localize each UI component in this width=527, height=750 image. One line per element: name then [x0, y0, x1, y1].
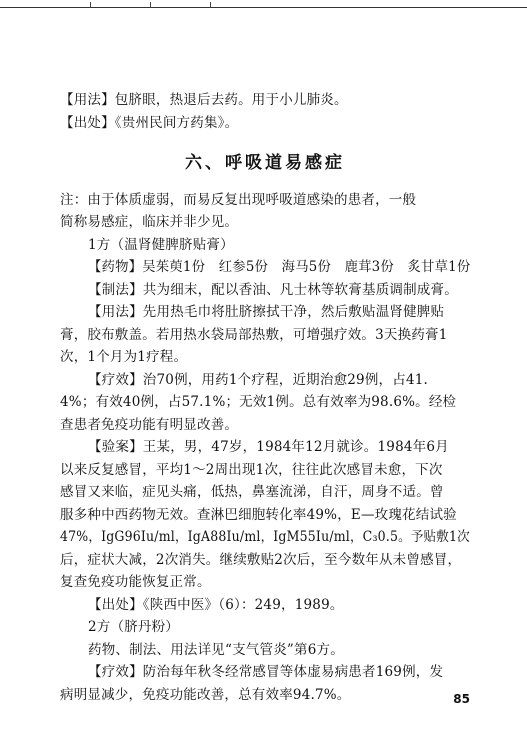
text-line: 【疗效】防治每年秋冬经常感冒等体虚易病患者169例，发	[88, 664, 444, 680]
text-line: 病明显减少，免疫功能改善，总有效率94.7%。	[60, 687, 351, 703]
text-line: 47%，IgG96Iu/ml，IgA88Iu/ml，IgM55Iu/ml，C₃0.5。予贴敷1次	[60, 529, 470, 545]
text-line: 感冒又来临，症见头痛，低热，鼻塞流涕，自汗，周身不适。曾	[60, 484, 444, 500]
text-line: 服多种中西药物无效。查淋巴细胞转化率49%，E—玫瑰花结试验	[60, 507, 457, 523]
text-line: 【制法】共为细末，配以香油、凡士林等软膏基质调制成膏。	[88, 282, 458, 298]
text-line: 复查免疫功能恢复正常。	[60, 574, 211, 590]
text-line: 简称易感症，临床并非少见。	[60, 214, 239, 230]
text-line: 【疗效】治70例，用药1个疗程，近期治愈29例，占41.	[88, 372, 429, 388]
text-line: 后，症状大减，2次消失。继续敷贴2次后，至今数年从未曾感冒，	[60, 552, 462, 568]
text-line: 次，1个月为1疗程。	[60, 349, 188, 365]
text-line: 【出处】《贵州民间方药集》。	[60, 115, 239, 131]
text-line: 1方（温肾健脾脐贴膏）	[88, 237, 234, 253]
text-line: 注：由于体质虚弱，而易反复出现呼吸道感染的患者，一般	[60, 192, 417, 208]
page-number: 85	[453, 692, 470, 706]
text-line: 药物、制法、用法详见“支气管炎”第6方。	[88, 642, 344, 658]
text-line: 以来反复感冒，平均1～2周出现1次，往往此次感冒未愈，下次	[60, 462, 443, 478]
text-line: 膏，胶布敷盖。若用热水袋局部热敷，可增强疗效。3天换药膏1	[60, 327, 448, 343]
text-line: 【验案】王某，男，47岁，1984年12月就诊。1984年6月	[88, 439, 449, 455]
text-line: 【用法】先用热毛巾将肚脐擦拭干净，然后敷贴温肾健脾贴	[88, 304, 445, 320]
text-line: 4%；有效40例，占57.1%；无效1例。总有效率为98.6%。经检	[60, 394, 457, 410]
text-line: 【用法】包脐眼，热退后去药。用于小儿肺炎。	[60, 92, 348, 108]
section-title: 六、呼吸道易感症	[185, 153, 345, 173]
text-line: 2方（脐丹粉）	[88, 619, 179, 635]
text-line: 【出处】《陕西中医》（6）：249，1989。	[88, 597, 344, 613]
text-line: 【药物】吴茱萸1份 红参5份 海马5份 鹿茸3份 炙甘草1份	[88, 259, 471, 275]
text-line: 查患者免疫功能有明显改善。	[60, 417, 239, 433]
